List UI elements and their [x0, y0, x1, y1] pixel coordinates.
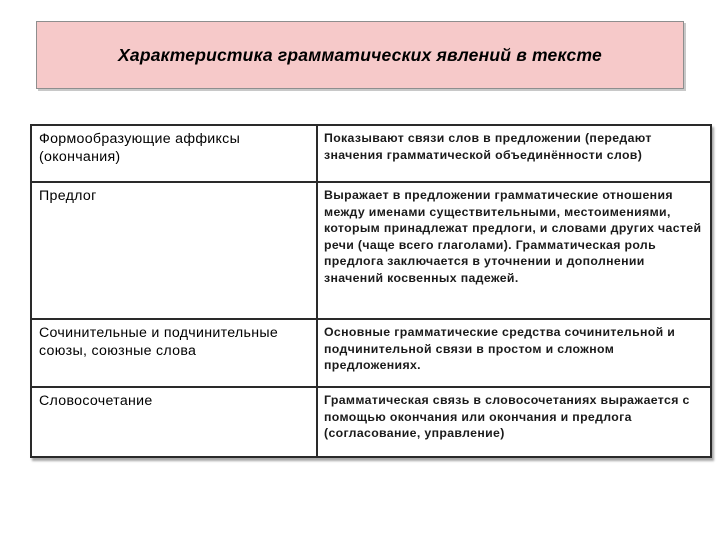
description-text: Грамматическая связь в словосочетаниях выражается с помощью окончания или окончания и предлога (согласование, управление): [324, 393, 690, 441]
term-text: Формообразующие аффиксы (окончания): [39, 131, 241, 165]
description-cell: [317, 387, 711, 457]
description-cell: [317, 319, 711, 387]
table-row: [31, 387, 711, 457]
page-title: Характеристика грамматических явлений в тексте: [118, 44, 602, 65]
description-cell: [317, 125, 711, 182]
grammar-table: [30, 124, 712, 458]
term-text: Сочинительные и подчинительные союзы, союзные слова: [39, 325, 279, 359]
term-cell: [31, 125, 317, 182]
title-banner: [36, 21, 684, 89]
table-row: [31, 125, 711, 182]
table-row: [31, 319, 711, 387]
description-text: Основные грамматические средства сочинительной и подчинительной связи в простом и сложном предложениях.: [324, 325, 676, 373]
description-text: Показывают связи слов в предложении (передают значения грамматической объединённости слов): [324, 131, 652, 162]
term-cell: [31, 387, 317, 457]
term-cell: [31, 182, 317, 319]
term-text: Предлог: [39, 188, 97, 204]
table-row: [31, 182, 711, 319]
term-text: Словосочетание: [39, 393, 153, 409]
description-text: Выражает в предложении грамматические отношения между именами существительными, местоимениями, которым принадлежат предлоги, и словами других частей речи (чаще всего глаголами). Грамматическая роль предлога заключается в уточнении и дополнении значений косвенных падежей.: [324, 188, 702, 285]
description-cell: [317, 182, 711, 319]
term-cell: [31, 319, 317, 387]
